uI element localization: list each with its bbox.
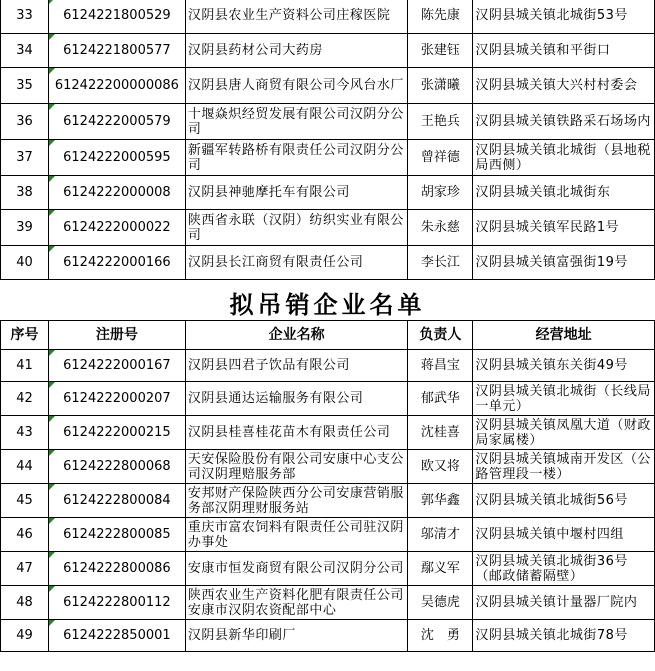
registration-number: 6124222000207 xyxy=(48,382,185,416)
business-address: 汉阴县城关镇凤凰大道（财政局家属楼） xyxy=(473,416,655,450)
registration-number: 6124222000008 xyxy=(48,176,185,210)
table-row xyxy=(1,416,655,450)
table-row xyxy=(1,552,655,586)
table-row xyxy=(1,176,655,210)
enterprise-name: 天安保险股份有限公司安康中心支公司汉阴理赔服务部 xyxy=(185,450,408,484)
registration-number: 6124222800068 xyxy=(48,450,185,484)
enterprise-name: 陕西省永联（汉阴）纺织实业有限公司 xyxy=(185,210,408,246)
responsible-person: 吴德虎 xyxy=(408,586,473,620)
responsible-person: 王艳兵 xyxy=(408,104,473,140)
enterprise-name: 汉阴县新华印刷厂 xyxy=(185,620,408,652)
business-address: 汉阴县城关镇北城街78号 xyxy=(473,620,655,652)
registration-number: 6124222000579 xyxy=(48,104,185,140)
row-number: 46 xyxy=(1,518,49,552)
business-address: 汉阴县城关镇北城街36号（邮政储蓄隔壁） xyxy=(473,552,655,586)
table-row xyxy=(1,450,655,484)
table-row xyxy=(1,620,655,652)
table-row xyxy=(1,0,655,34)
responsible-person: 沈桂喜 xyxy=(408,416,473,450)
registration-number: 6124222800084 xyxy=(48,484,185,518)
row-number: 39 xyxy=(1,210,49,246)
responsible-person: 张建钰 xyxy=(408,34,473,68)
row-number: 34 xyxy=(1,34,49,68)
row-number: 42 xyxy=(1,382,49,416)
registration-number: 6124221800577 xyxy=(48,34,185,68)
section-title: 拟吊销企业名单 xyxy=(229,290,426,319)
business-address: 汉阴县城关镇铁路采石场场内 xyxy=(473,104,655,140)
header-name: 企业名称 xyxy=(185,321,408,350)
business-address: 汉阴县城关镇东关街49号 xyxy=(473,350,655,382)
table-row xyxy=(1,350,655,382)
business-address: 汉阴县城关镇大兴村村委会 xyxy=(473,68,655,104)
row-number: 49 xyxy=(1,620,49,652)
table-row xyxy=(1,104,655,140)
table-row xyxy=(1,140,655,176)
row-number: 33 xyxy=(1,0,49,34)
business-address: 汉阴县城关镇军民路1号 xyxy=(473,210,655,246)
table-row xyxy=(1,34,655,68)
row-number: 35 xyxy=(1,68,49,104)
registration-number: 6124222000022 xyxy=(48,210,185,246)
enterprise-name: 陕西农业生产资料化肥有限责任公司安康市汉阴农资配部中心 xyxy=(185,586,408,620)
table-row xyxy=(1,382,655,416)
registration-number: 6124222000595 xyxy=(48,140,185,176)
business-address: 汉阴县城关镇城南开发区（公路管理段一楼） xyxy=(473,450,655,484)
responsible-person: 蒋昌宝 xyxy=(408,350,473,382)
responsible-person: 欧又将 xyxy=(408,450,473,484)
responsible-person: 胡家珍 xyxy=(408,176,473,210)
business-address: 汉阴县城关镇计量器厂院内 xyxy=(473,586,655,620)
enterprise-name: 安康市恒发商贸有限公司汉阴分公司 xyxy=(185,552,408,586)
business-address: 汉阴县城关镇北城街（长线局一单元） xyxy=(473,382,655,416)
row-number: 40 xyxy=(1,246,49,280)
responsible-person: 陈先康 xyxy=(408,0,473,34)
revocation-list-table xyxy=(0,320,655,652)
header-addr: 经营地址 xyxy=(473,321,655,350)
enterprise-name: 汉阴县长江商贸有限责任公司 xyxy=(185,246,408,280)
business-address: 汉阴县城关镇北城街东 xyxy=(473,176,655,210)
header-reg: 注册号 xyxy=(48,321,185,350)
responsible-person: 郁武华 xyxy=(408,382,473,416)
row-number: 47 xyxy=(1,552,49,586)
row-number: 45 xyxy=(1,484,49,518)
row-number: 43 xyxy=(1,416,49,450)
responsible-person: 曾祥德 xyxy=(408,140,473,176)
registration-number: 6124222850001 xyxy=(48,620,185,652)
enterprise-name: 安邦财产保险陕西分公司安康营销服务部汉阴理财服务站 xyxy=(185,484,408,518)
table-row xyxy=(1,484,655,518)
enterprise-name: 汉阴县四君子饮品有限公司 xyxy=(185,350,408,382)
registration-number: 6124222000215 xyxy=(48,416,185,450)
responsible-person: 鄢义军 xyxy=(408,552,473,586)
row-number: 37 xyxy=(1,140,49,176)
registration-number: 612422200000086 xyxy=(48,68,185,104)
header-no: 序号 xyxy=(1,321,49,350)
enterprise-name: 汉阴县神驰摩托车有限公司 xyxy=(185,176,408,210)
business-address: 汉阴县城关镇北城街56号 xyxy=(473,484,655,518)
registration-number: 6124222800085 xyxy=(48,518,185,552)
enterprise-table-top-body xyxy=(1,0,655,280)
enterprise-name: 汉阴县桂喜桂花苗木有限责任公司 xyxy=(185,416,408,450)
registration-number: 6124222000167 xyxy=(48,350,185,382)
responsible-person: 沈 勇 xyxy=(408,620,473,652)
responsible-person: 朱永慈 xyxy=(408,210,473,246)
registration-number: 6124222800112 xyxy=(48,586,185,620)
table-row xyxy=(1,246,655,280)
row-number: 44 xyxy=(1,450,49,484)
business-address: 汉阴县城关镇和平街口 xyxy=(473,34,655,68)
business-address: 汉阴县城关镇北城街53号 xyxy=(473,0,655,34)
table-row xyxy=(1,518,655,552)
business-address: 汉阴县城关镇中堰村四组 xyxy=(473,518,655,552)
table-row xyxy=(1,586,655,620)
enterprise-name: 新疆军转路桥有限责任公司汉阴分公司 xyxy=(185,140,408,176)
enterprise-table-top xyxy=(0,0,655,280)
responsible-person: 李长江 xyxy=(408,246,473,280)
responsible-person: 郭华鑫 xyxy=(408,484,473,518)
responsible-person: 张潇曦 xyxy=(408,68,473,104)
enterprise-name: 汉阴县农业生产资料公司庄稼医院 xyxy=(185,0,408,34)
table-header-row xyxy=(1,321,655,350)
enterprise-name: 汉阴县唐人商贸有限公司今风台水厂 xyxy=(185,68,408,104)
table-row xyxy=(1,68,655,104)
row-number: 41 xyxy=(1,350,49,382)
enterprise-name: 重庆市富农饲料有限责任公司驻汉阴办事处 xyxy=(185,518,408,552)
responsible-person: 邬清才 xyxy=(408,518,473,552)
enterprise-name: 汉阴县药材公司大药房 xyxy=(185,34,408,68)
enterprise-name: 汉阴县通达运输服务有限公司 xyxy=(185,382,408,416)
row-number: 36 xyxy=(1,104,49,140)
row-number: 48 xyxy=(1,586,49,620)
table-row xyxy=(1,210,655,246)
business-address: 汉阴县城关镇北城街（县地税局西侧） xyxy=(473,140,655,176)
enterprise-name: 十堰焱炽经贸发展有限公司汉阴分公司 xyxy=(185,104,408,140)
revocation-list-body xyxy=(1,350,655,652)
row-number: 38 xyxy=(1,176,49,210)
registration-number: 6124222000166 xyxy=(48,246,185,280)
registration-number: 6124221800529 xyxy=(48,0,185,34)
registration-number: 6124222800086 xyxy=(48,552,185,586)
business-address: 汉阴县城关镇富强街19号 xyxy=(473,246,655,280)
header-person: 负责人 xyxy=(408,321,473,350)
